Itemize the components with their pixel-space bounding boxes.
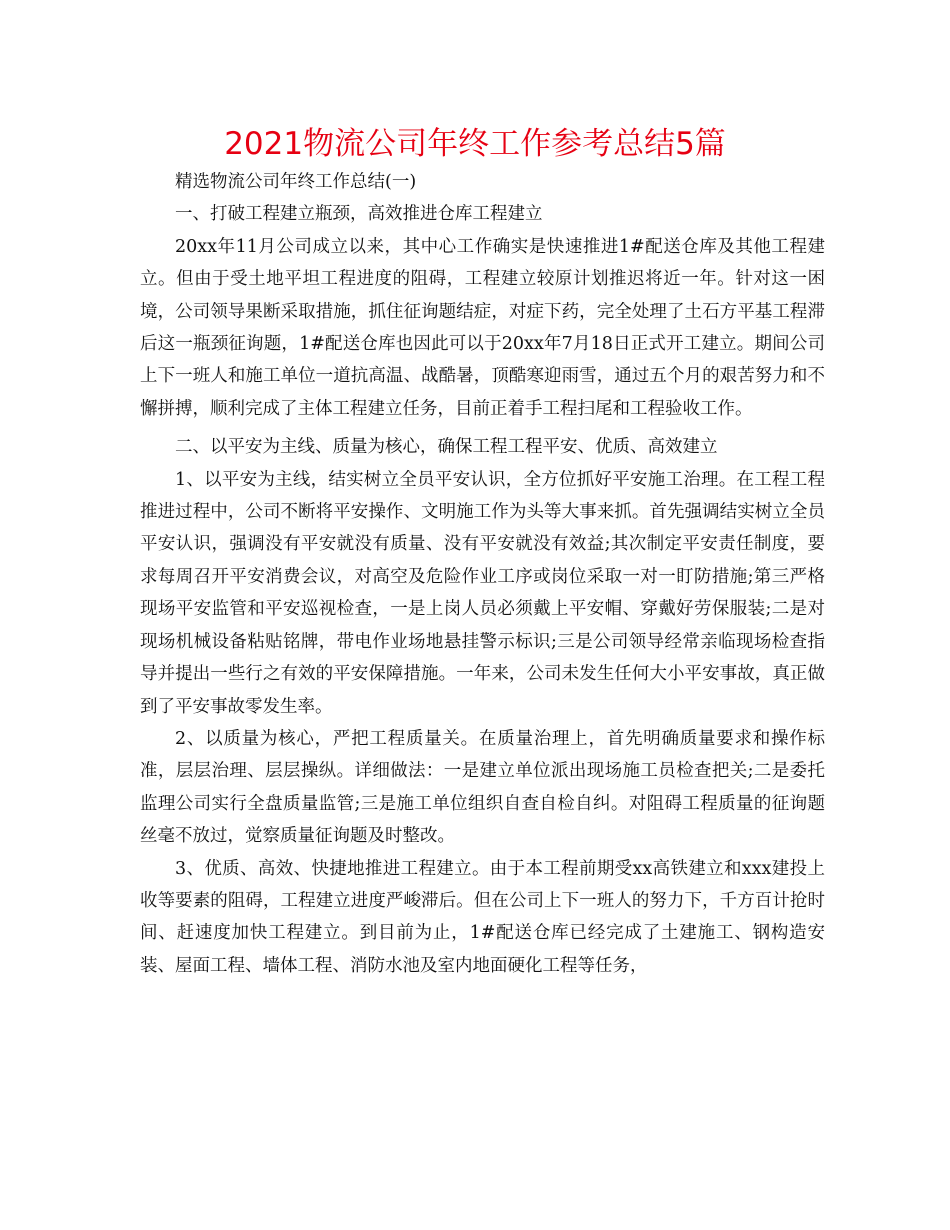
body-paragraph: 2、以质量为核心，严把工程质量关。在质量治理上，首先明确质量要求和操作标准，层层治理、层层操纵。详细做法：一是建立单位派出现场施工员检查把关;二是委托监理公司实行全盘质量监管;三是施工单位组织自查自检自纠。对阻碍工程质量的征询题丝毫不放过，觉察质量征询题及时整改。 bbox=[140, 728, 825, 847]
section-subheading-1: 一、打破工程建立瓶颈，高效推进仓库工程建立 bbox=[175, 204, 543, 225]
body-paragraph: 20xx年11月公司成立以来，其中心工作确实是快速推进1#配送仓库及其他工程建立。但由于受土地平坦工程进度的阻碍，工程建立较原计划推迟将近一年。针对这一困境，公司领导果断采取措施，抓住征询题结症，对症下药，完全处理了土石方平基工程滞后这一瓶颈征询题，1#配送仓库也因此可以于20xx年7月18日正式开工建立。期间公司上下一班人和施工单位一道抗高温、战酷暑，顶酷寒迎雨雪，通过五个月的艰苦努力和不懈拼搏，顺利完成了主体工程建立任务，目前正着手工程扫尾和工程验收工作。 bbox=[140, 236, 825, 419]
body-paragraph: 3、优质、高效、快捷地推进工程建立。由于本工程前期受xx高铁建立和xxx建投上收等要素的阻碍，工程建立进度严峻滞后。但在公司上下一班人的努力下，千方百计抢时间、赶速度加快工程建立。到目前为止，1#配送仓库已经完成了土建施工、钢构造安装、屋面工程、墙体工程、消防水池及室内地面硬化工程等任务， bbox=[140, 858, 825, 976]
section-heading-1: 精选物流公司年终工作总结(一) bbox=[175, 172, 417, 192]
body-paragraph: 1、以平安为主线，结实树立全员平安认识，全方位抓好平安施工治理。在工程工程推进过程中，公司不断将平安操作、文明施工作为头等大事来抓。首先强调结实树立全员平安认识，强调没有平安就没有质量、没有平安就没有效益;其次制定平安责任制度，要求每周召开平安消费会议，对高空及危险作业工序或岗位采取一对一盯防措施;第三严格现场平安监管和平安巡视检查，一是上岗人员必须戴上平安帽、穿戴好劳保服装;二是对现场机械设备粘贴铭牌，带电作业场地悬挂警示标识;三是公司领导经常亲临现场检查指导并提出一些行之有效的平安保障措施。一年来，公司未发生任何大小平安事故，真正做到了平安事故零发生率。 bbox=[140, 469, 825, 717]
document-body bbox=[140, 166, 825, 982]
section-subheading-2: 二、以平安为主线、质量为核心，确保工程工程平安、优质、高效建立 bbox=[175, 437, 718, 458]
document-title: 2021物流公司年终工作参考总结5篇 bbox=[224, 126, 726, 162]
